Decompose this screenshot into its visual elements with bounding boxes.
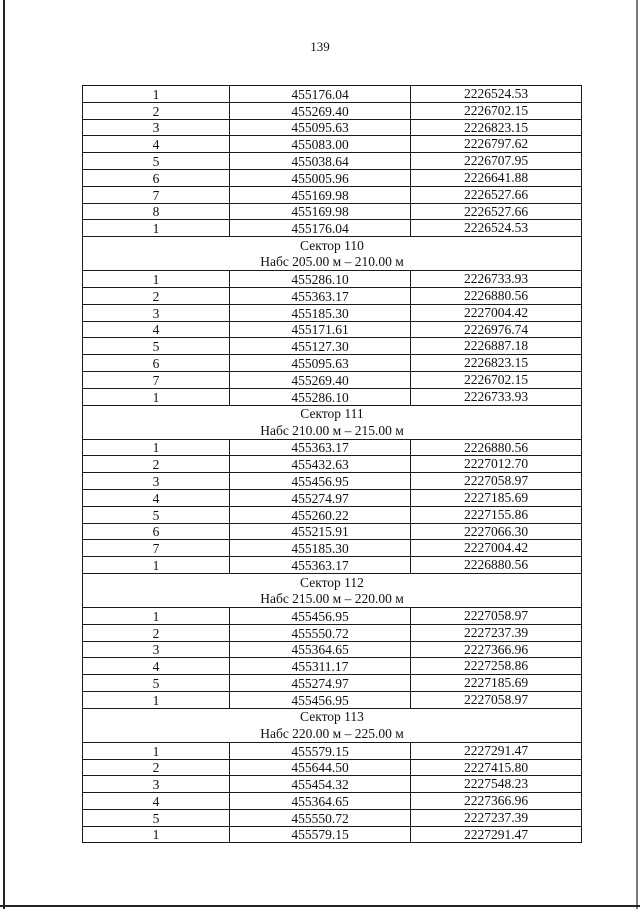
point-number: 1	[83, 826, 230, 843]
table-row	[83, 186, 582, 203]
table-row	[83, 742, 582, 759]
table-row	[83, 136, 582, 153]
scan-border-bottom	[0, 905, 640, 907]
sector-range-row	[83, 725, 582, 742]
table-row	[83, 86, 582, 103]
sector-range-row	[83, 590, 582, 607]
point-number: 1	[83, 271, 230, 288]
table-row	[83, 169, 582, 186]
point-number: 2	[83, 759, 230, 776]
sector-range-row	[83, 422, 582, 439]
y-coordinate: 2227258.86	[411, 658, 582, 675]
y-coordinate: 2227185.69	[411, 675, 582, 692]
point-number: 6	[83, 169, 230, 186]
table-row	[83, 691, 582, 708]
point-number: 1	[83, 220, 230, 237]
y-coordinate: 2226707.95	[411, 153, 582, 170]
point-number: 7	[83, 371, 230, 388]
y-coordinate: 2226524.53	[411, 86, 582, 103]
point-number: 3	[83, 304, 230, 321]
point-number: 3	[83, 119, 230, 136]
x-coordinate: 455171.61	[230, 321, 411, 338]
y-coordinate: 2227415.80	[411, 759, 582, 776]
y-coordinate: 2226976.74	[411, 321, 582, 338]
point-number: 2	[83, 102, 230, 119]
x-coordinate: 455169.98	[230, 186, 411, 203]
x-coordinate: 455579.15	[230, 742, 411, 759]
point-number: 4	[83, 793, 230, 810]
point-number: 2	[83, 456, 230, 473]
x-coordinate: 455456.95	[230, 691, 411, 708]
y-coordinate: 2227004.42	[411, 540, 582, 557]
point-number: 5	[83, 809, 230, 826]
table-row	[83, 456, 582, 473]
point-number: 2	[83, 624, 230, 641]
y-coordinate: 2227291.47	[411, 742, 582, 759]
x-coordinate: 455269.40	[230, 371, 411, 388]
x-coordinate: 455095.63	[230, 119, 411, 136]
x-coordinate: 455005.96	[230, 169, 411, 186]
scan-border-right	[636, 0, 638, 909]
sector-header-row	[83, 573, 582, 590]
table-row	[83, 759, 582, 776]
point-number: 4	[83, 136, 230, 153]
sector-height-range: Набс 210.00 м – 215.00 м	[83, 422, 582, 439]
x-coordinate: 455454.32	[230, 776, 411, 793]
x-coordinate: 455215.91	[230, 523, 411, 540]
y-coordinate: 2227058.97	[411, 691, 582, 708]
sector-header-row	[83, 708, 582, 725]
x-coordinate: 455550.72	[230, 624, 411, 641]
x-coordinate: 455185.30	[230, 304, 411, 321]
y-coordinate: 2226880.56	[411, 439, 582, 456]
table-row	[83, 607, 582, 624]
point-number: 1	[83, 86, 230, 103]
y-coordinate: 2226527.66	[411, 186, 582, 203]
x-coordinate: 455644.50	[230, 759, 411, 776]
point-number: 3	[83, 776, 230, 793]
sector-title: Сектор 112	[83, 573, 582, 590]
point-number: 6	[83, 523, 230, 540]
y-coordinate: 2227155.86	[411, 506, 582, 523]
x-coordinate: 455095.63	[230, 355, 411, 372]
sector-title: Сектор 113	[83, 708, 582, 725]
x-coordinate: 455127.30	[230, 338, 411, 355]
table-row	[83, 675, 582, 692]
point-number: 3	[83, 641, 230, 658]
point-number: 6	[83, 355, 230, 372]
table-row	[83, 826, 582, 843]
sector-range-row	[83, 254, 582, 271]
point-number: 2	[83, 287, 230, 304]
point-number: 4	[83, 658, 230, 675]
y-coordinate: 2226702.15	[411, 102, 582, 119]
point-number: 5	[83, 506, 230, 523]
coordinates-table	[82, 85, 582, 843]
table-row	[83, 540, 582, 557]
table-row	[83, 624, 582, 641]
table-row	[83, 506, 582, 523]
x-coordinate: 455176.04	[230, 86, 411, 103]
point-number: 1	[83, 388, 230, 405]
y-coordinate: 2227237.39	[411, 624, 582, 641]
y-coordinate: 2226733.93	[411, 271, 582, 288]
x-coordinate: 455432.63	[230, 456, 411, 473]
y-coordinate: 2227366.96	[411, 641, 582, 658]
sector-title: Сектор 111	[83, 405, 582, 422]
x-coordinate: 455456.95	[230, 607, 411, 624]
x-coordinate: 455260.22	[230, 506, 411, 523]
y-coordinate: 2227237.39	[411, 809, 582, 826]
point-number: 5	[83, 153, 230, 170]
y-coordinate: 2227366.96	[411, 793, 582, 810]
table-row	[83, 809, 582, 826]
x-coordinate: 455363.17	[230, 439, 411, 456]
y-coordinate: 2226797.62	[411, 136, 582, 153]
y-coordinate: 2226823.15	[411, 119, 582, 136]
y-coordinate: 2226823.15	[411, 355, 582, 372]
table-row	[83, 102, 582, 119]
y-coordinate: 2227066.30	[411, 523, 582, 540]
y-coordinate: 2227291.47	[411, 826, 582, 843]
x-coordinate: 455176.04	[230, 220, 411, 237]
table-row	[83, 523, 582, 540]
table-row	[83, 321, 582, 338]
point-number: 1	[83, 557, 230, 574]
page-number: 139	[310, 39, 330, 54]
x-coordinate: 455363.17	[230, 287, 411, 304]
y-coordinate: 2226702.15	[411, 371, 582, 388]
x-coordinate: 455169.98	[230, 203, 411, 220]
x-coordinate: 455274.97	[230, 675, 411, 692]
scan-border-left	[3, 0, 5, 909]
table-row	[83, 473, 582, 490]
x-coordinate: 455286.10	[230, 388, 411, 405]
x-coordinate: 455311.17	[230, 658, 411, 675]
sector-height-range: Набс 205.00 м – 210.00 м	[83, 254, 582, 271]
sector-height-range: Набс 215.00 м – 220.00 м	[83, 590, 582, 607]
table-row	[83, 304, 582, 321]
table-row	[83, 489, 582, 506]
point-number: 3	[83, 473, 230, 490]
y-coordinate: 2226880.56	[411, 557, 582, 574]
point-number: 7	[83, 186, 230, 203]
table-row	[83, 338, 582, 355]
table-row	[83, 658, 582, 675]
point-number: 1	[83, 691, 230, 708]
x-coordinate: 455269.40	[230, 102, 411, 119]
y-coordinate: 2227548.23	[411, 776, 582, 793]
table-row	[83, 371, 582, 388]
x-coordinate: 455274.97	[230, 489, 411, 506]
y-coordinate: 2227004.42	[411, 304, 582, 321]
table-row	[83, 439, 582, 456]
y-coordinate: 2226527.66	[411, 203, 582, 220]
table-row	[83, 203, 582, 220]
sector-header-row	[83, 237, 582, 254]
point-number: 1	[83, 742, 230, 759]
table-row	[83, 355, 582, 372]
table-row	[83, 641, 582, 658]
y-coordinate: 2227058.97	[411, 473, 582, 490]
point-number: 5	[83, 675, 230, 692]
table-row	[83, 119, 582, 136]
point-number: 5	[83, 338, 230, 355]
x-coordinate: 455550.72	[230, 809, 411, 826]
x-coordinate: 455364.65	[230, 793, 411, 810]
point-number: 1	[83, 439, 230, 456]
x-coordinate: 455038.64	[230, 153, 411, 170]
table-row	[83, 776, 582, 793]
table-row	[83, 153, 582, 170]
point-number: 7	[83, 540, 230, 557]
y-coordinate: 2227012.70	[411, 456, 582, 473]
sector-header-row	[83, 405, 582, 422]
x-coordinate: 455456.95	[230, 473, 411, 490]
x-coordinate: 455363.17	[230, 557, 411, 574]
x-coordinate: 455579.15	[230, 826, 411, 843]
y-coordinate: 2226887.18	[411, 338, 582, 355]
x-coordinate: 455185.30	[230, 540, 411, 557]
x-coordinate: 455286.10	[230, 271, 411, 288]
table-row	[83, 220, 582, 237]
y-coordinate: 2226641.88	[411, 169, 582, 186]
table-row	[83, 557, 582, 574]
point-number: 4	[83, 321, 230, 338]
y-coordinate: 2227185.69	[411, 489, 582, 506]
x-coordinate: 455083.00	[230, 136, 411, 153]
sector-title: Сектор 110	[83, 237, 582, 254]
point-number: 1	[83, 607, 230, 624]
y-coordinate: 2226880.56	[411, 287, 582, 304]
point-number: 8	[83, 203, 230, 220]
table-row	[83, 271, 582, 288]
y-coordinate: 2226524.53	[411, 220, 582, 237]
y-coordinate: 2227058.97	[411, 607, 582, 624]
y-coordinate: 2226733.93	[411, 388, 582, 405]
point-number: 4	[83, 489, 230, 506]
sector-height-range: Набс 220.00 м – 225.00 м	[83, 725, 582, 742]
table-row	[83, 793, 582, 810]
x-coordinate: 455364.65	[230, 641, 411, 658]
table-row	[83, 388, 582, 405]
coordinates-table-body	[83, 86, 582, 843]
table-row	[83, 287, 582, 304]
